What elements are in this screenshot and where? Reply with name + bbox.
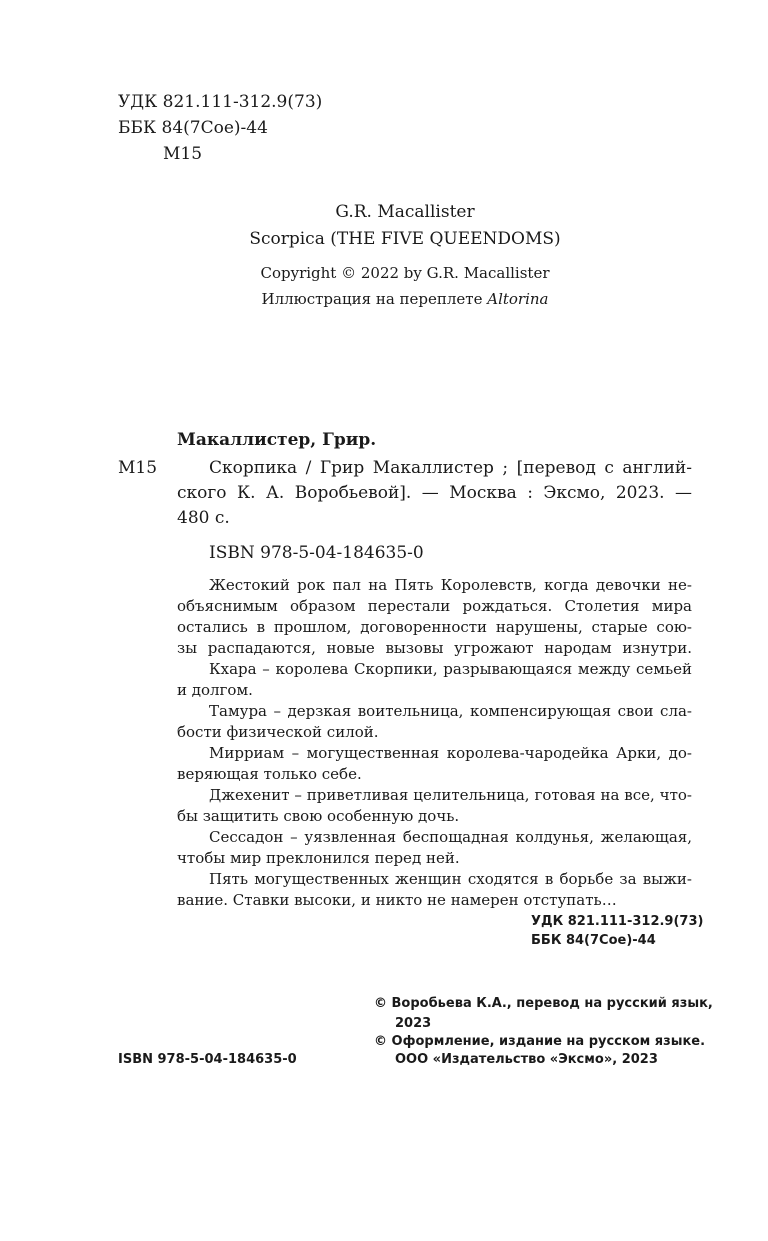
record-isbn: ISBN 978-5-04-184635-0 <box>209 543 424 563</box>
record-line-1: Скорпика / Грир Макаллистер ; [перевод с англий- <box>209 458 692 478</box>
record-code: М15 <box>118 458 158 478</box>
bbk-top: ББК 84(7Сое)-44 <box>118 118 268 138</box>
design-copyright-line1: © Оформление, издание на русском языке. <box>374 1034 706 1049</box>
copyright-line: Copyright © 2022 by G.R. Macallister <box>260 264 550 282</box>
annotation-line: вание. Ставки высоки, и никто не намерен отступать… <box>177 891 617 909</box>
annotation-line: бости физической силой. <box>177 723 379 741</box>
annotation-line: чтобы мир преклонился перед ней. <box>177 849 460 867</box>
original-author: G.R. Macallister <box>335 202 475 222</box>
annotation-line: Мирриам – могущественная королева-чародейка Арки, до- <box>209 744 692 762</box>
annotation-line: зы распадаются, новые вызовы угрожают народам изнутри. <box>177 639 692 657</box>
design-copyright-line2: ООО «Издательство «Эксмо», 2023 <box>395 1052 658 1067</box>
annotation-line: Пять могущественных женщин сходятся в борьбе за выжи- <box>209 870 692 888</box>
translation-copyright-line1: © Воробьева К.А., перевод на русский язык, <box>374 996 713 1011</box>
record-heading: Макаллистер, Грир. <box>177 430 377 450</box>
bbk-annotation: ББК 84(7Сое)-44 <box>531 933 656 948</box>
annotation-line: остались в прошлом, договоренности нарушены, старые сою- <box>177 618 692 636</box>
illustration-prefix: Иллюстрация на переплете <box>261 290 488 308</box>
annotation-line: Кхара – королева Скорпики, разрывающаяся между семьей <box>209 660 692 678</box>
record-line-3: 480 с. <box>177 508 230 528</box>
udk-top: УДК 821.111-312.9(73) <box>118 92 323 112</box>
annotation-line: и долгом. <box>177 681 253 699</box>
udk-annotation: УДК 821.111-312.9(73) <box>531 914 704 929</box>
annotation-line: Сессадон – уязвленная беспощадная колдунья, желающая, <box>209 828 692 846</box>
annotation-line: бы защитить свою особенную дочь. <box>177 807 460 825</box>
illustration-credit <box>0 290 768 308</box>
annotation-line: Тамура – дерзкая воительница, компенсирующая свои сла- <box>209 702 692 720</box>
original-title: Scorpica (THE FIVE QUEENDOMS) <box>249 229 561 249</box>
annotation-line: веряющая только себе. <box>177 765 362 783</box>
footer-isbn: ISBN 978-5-04-184635-0 <box>118 1052 297 1067</box>
author-code-top: М15 <box>163 144 203 164</box>
annotation-line: Жестокий рок пал на Пять Королевств, когда девочки не- <box>209 576 692 594</box>
record-line-2: ского К. А. Воробьевой]. — Москва : Эксмо, 2023. — <box>177 483 692 503</box>
annotation-line: Джехенит – приветливая целительница, готовая на все, что- <box>209 786 692 804</box>
annotation-line: объяснимым образом перестали рождаться. Столетия мира <box>177 597 692 615</box>
translation-copyright-line2: 2023 <box>395 1016 432 1031</box>
illustrator-name: Altorina <box>487 290 549 308</box>
